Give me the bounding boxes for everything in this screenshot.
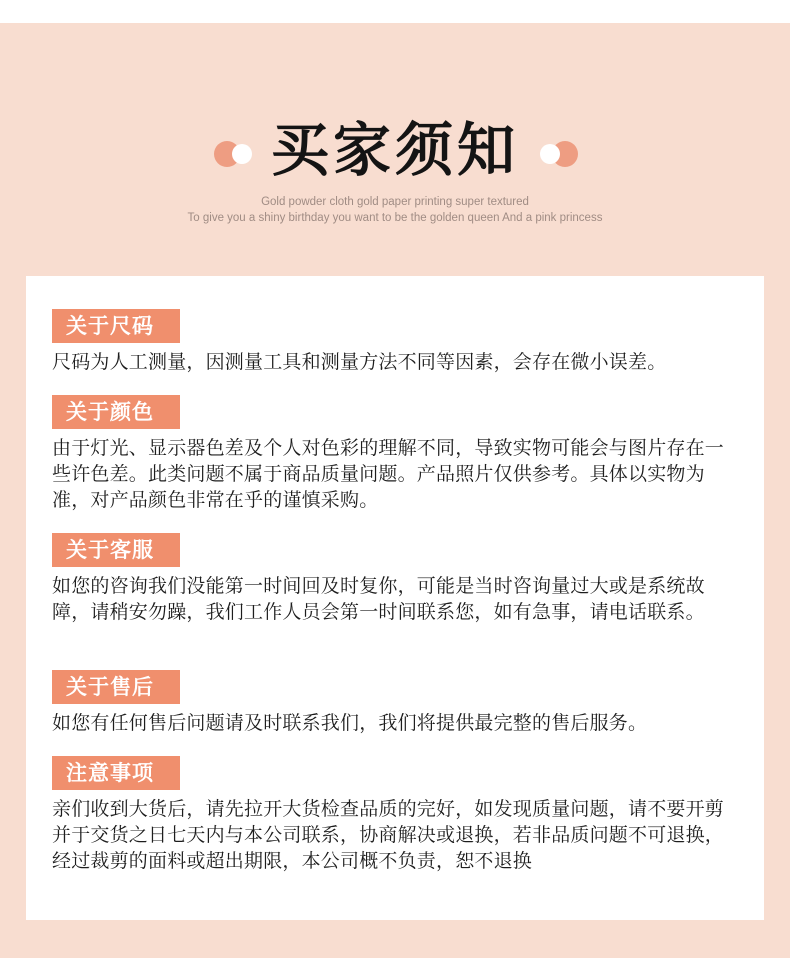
section-label: 注意事项 (52, 756, 180, 790)
page-background (0, 23, 790, 958)
section-label: 关于颜色 (52, 395, 180, 429)
section-notes (52, 756, 732, 874)
page-title: 买家须知 (270, 116, 519, 184)
section-label: 关于尺码 (52, 309, 180, 343)
section-text: 亲们收到大货后，请先拉开大货检查品质的完好，如发现质量问题，请不要开剪并于交货之日七天内与本公司联系，协商解决或退换，若非品质问题不可退换，经过裁剪的面料或超出期限，本公司概不负责，恕不退换 (52, 798, 725, 872)
section-text: 如您的咨询我们没能第一时间回及时复你，可能是当时咨询量过大或是系统故障，请稍安勿躁，我们工作人员会第一时间联系您，如有急事，请电话联系。 (52, 575, 705, 623)
subtitle-line-1: Gold powder cloth gold paper printing super textured (261, 196, 529, 208)
notice-card (26, 276, 764, 920)
section-color (52, 395, 732, 513)
section-text: 如您有任何售后问题请及时联系我们，我们将提供最完整的售后服务。 (52, 712, 648, 734)
section-label: 关于客服 (52, 533, 180, 567)
section-label: 关于售后 (52, 670, 180, 704)
decorative-dots-right (538, 141, 588, 169)
section-service (52, 533, 732, 625)
section-text: 由于灯光、显示器色差及个人对色彩的理解不同，导致实物可能会与图片存在一些许色差。此类问题不属于商品质量问题。产品照片仅供参考。具体以实物为准，对产品颜色非常在乎的谨慎采购。 (52, 437, 725, 511)
section-size (52, 309, 732, 375)
section-text: 尺码为人工测量，因测量工具和测量方法不同等因素，会存在微小误差。 (52, 351, 667, 373)
dot-icon (540, 144, 560, 164)
section-after-sales (52, 670, 732, 736)
subtitle-line-2: To give you a shiny birthday you want to be the golden queen And a pink princess (187, 212, 603, 224)
